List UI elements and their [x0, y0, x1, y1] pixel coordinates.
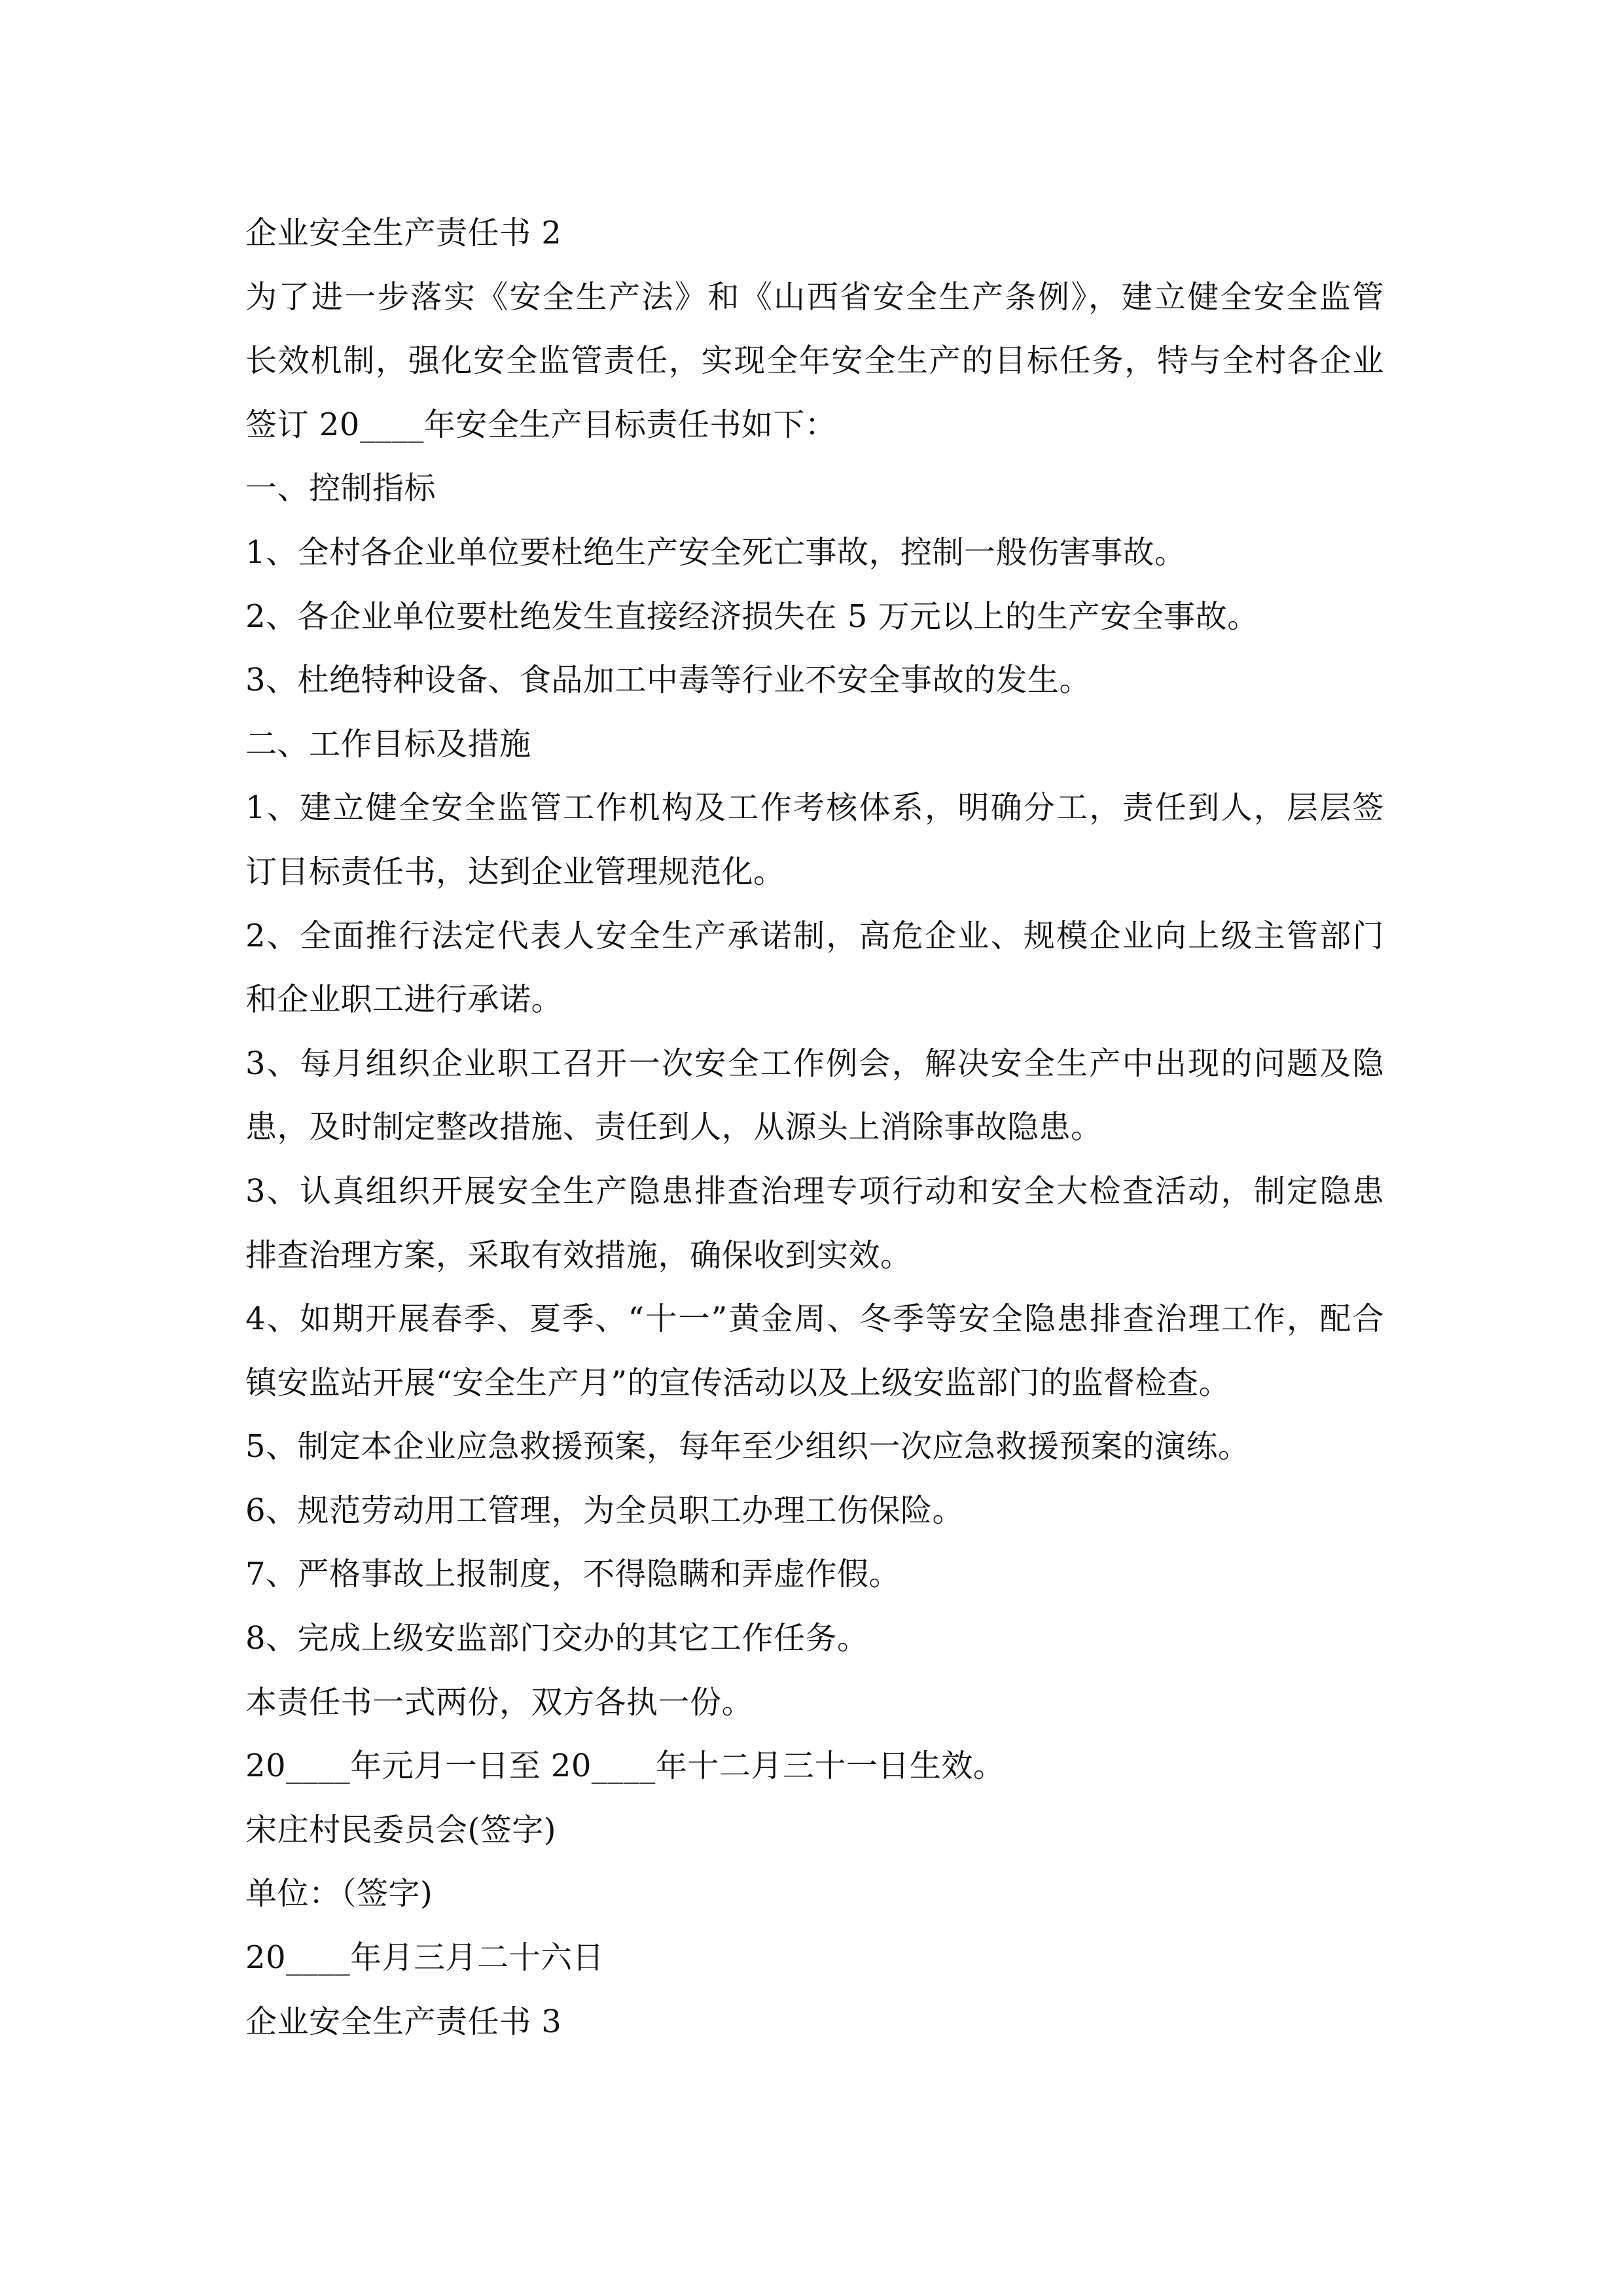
control-item-1: 1、全村各企业单位要杜绝生产安全死亡事故，控制一般伤害事故。 [245, 533, 1186, 571]
measure-item-8: 8、完成上级安监部门交办的其它工作任务。 [245, 1620, 869, 1657]
signing-date: 20____年月三月二十六日 [245, 1939, 605, 1977]
measure-item-3b-line-1: 3、认真组织开展安全生产隐患排查治理专项行动和安全大检查活动，制定隐患 [245, 1172, 1384, 1210]
section-heading-goals-measures: 二、工作目标及措施 [245, 725, 531, 762]
measure-item-1-line-1: 1、建立健全安全监管工作机构及工作考核体系，明确分工，责任到人，层层签 [245, 789, 1384, 827]
measure-item-1-line-2: 订目标责任书，达到企业管理规范化。 [245, 853, 785, 890]
measure-item-3b-line-2: 排查治理方案，采取有效措施，确保收到实效。 [245, 1236, 912, 1274]
intro-paragraph-line-1: 为了进一步落实《安全生产法》和《山西省安全生产条例》，建立健全安全监管 [245, 278, 1384, 315]
measure-item-3a-line-2: 患，及时制定整改措施、责任到人，从源头上消除事故隐患。 [245, 1109, 1103, 1146]
signatory-village-committee: 宋庄村民委员会(签字) [245, 1811, 556, 1848]
intro-paragraph-line-3: 签订 20____年安全生产目标责任书如下： [245, 406, 837, 443]
document-body [245, 202, 1384, 2054]
next-document-title: 企业安全生产责任书 3 [245, 2003, 562, 2040]
measure-item-6: 6、规范劳动用工管理，为全员职工办理工伤保险。 [245, 1492, 965, 1529]
section-heading-control-indicators: 一、控制指标 [245, 470, 437, 507]
measure-item-7: 7、严格事故上报制度，不得隐瞒和弄虚作假。 [245, 1556, 901, 1593]
validity-period: 20____年元月一日至 20____年十二月三十一日生效。 [245, 1748, 1005, 1785]
control-item-2: 2、各企业单位要杜绝发生直接经济损失在 5 万元以上的生产安全事故。 [245, 598, 1259, 635]
copies-statement: 本责任书一式两份，双方各执一份。 [245, 1683, 754, 1721]
control-item-3: 3、杜绝特种设备、食品加工中毒等行业不安全事故的发生。 [245, 662, 1092, 699]
measure-item-3a-line-1: 3、每月组织企业职工召开一次安全工作例会，解决安全生产中出现的问题及隐 [245, 1045, 1384, 1082]
measure-item-5: 5、制定本企业应急救援预案，每年至少组织一次应急救援预案的演练。 [245, 1428, 1250, 1465]
signatory-unit: 单位：（签字) [245, 1875, 433, 1912]
measure-item-4-line-1: 4、如期开展春季、夏季、“十一”黄金周、冬季等安全隐患排查治理工作，配合 [245, 1300, 1384, 1338]
document-title: 企业安全生产责任书 2 [245, 215, 562, 251]
measure-item-2-line-1: 2、全面推行法定代表人安全生产承诺制，高危企业、规模企业向上级主管部门 [245, 917, 1384, 954]
measure-item-2-line-2: 和企业职工进行承诺。 [245, 981, 563, 1018]
intro-paragraph-line-2: 长效机制，强化安全监管责任，实现全年安全生产的目标任务，特与全村各企业 [245, 342, 1384, 380]
measure-item-4-line-2: 镇安监站开展“安全生产月”的宣传活动以及上级安监部门的监督检查。 [245, 1364, 1231, 1401]
